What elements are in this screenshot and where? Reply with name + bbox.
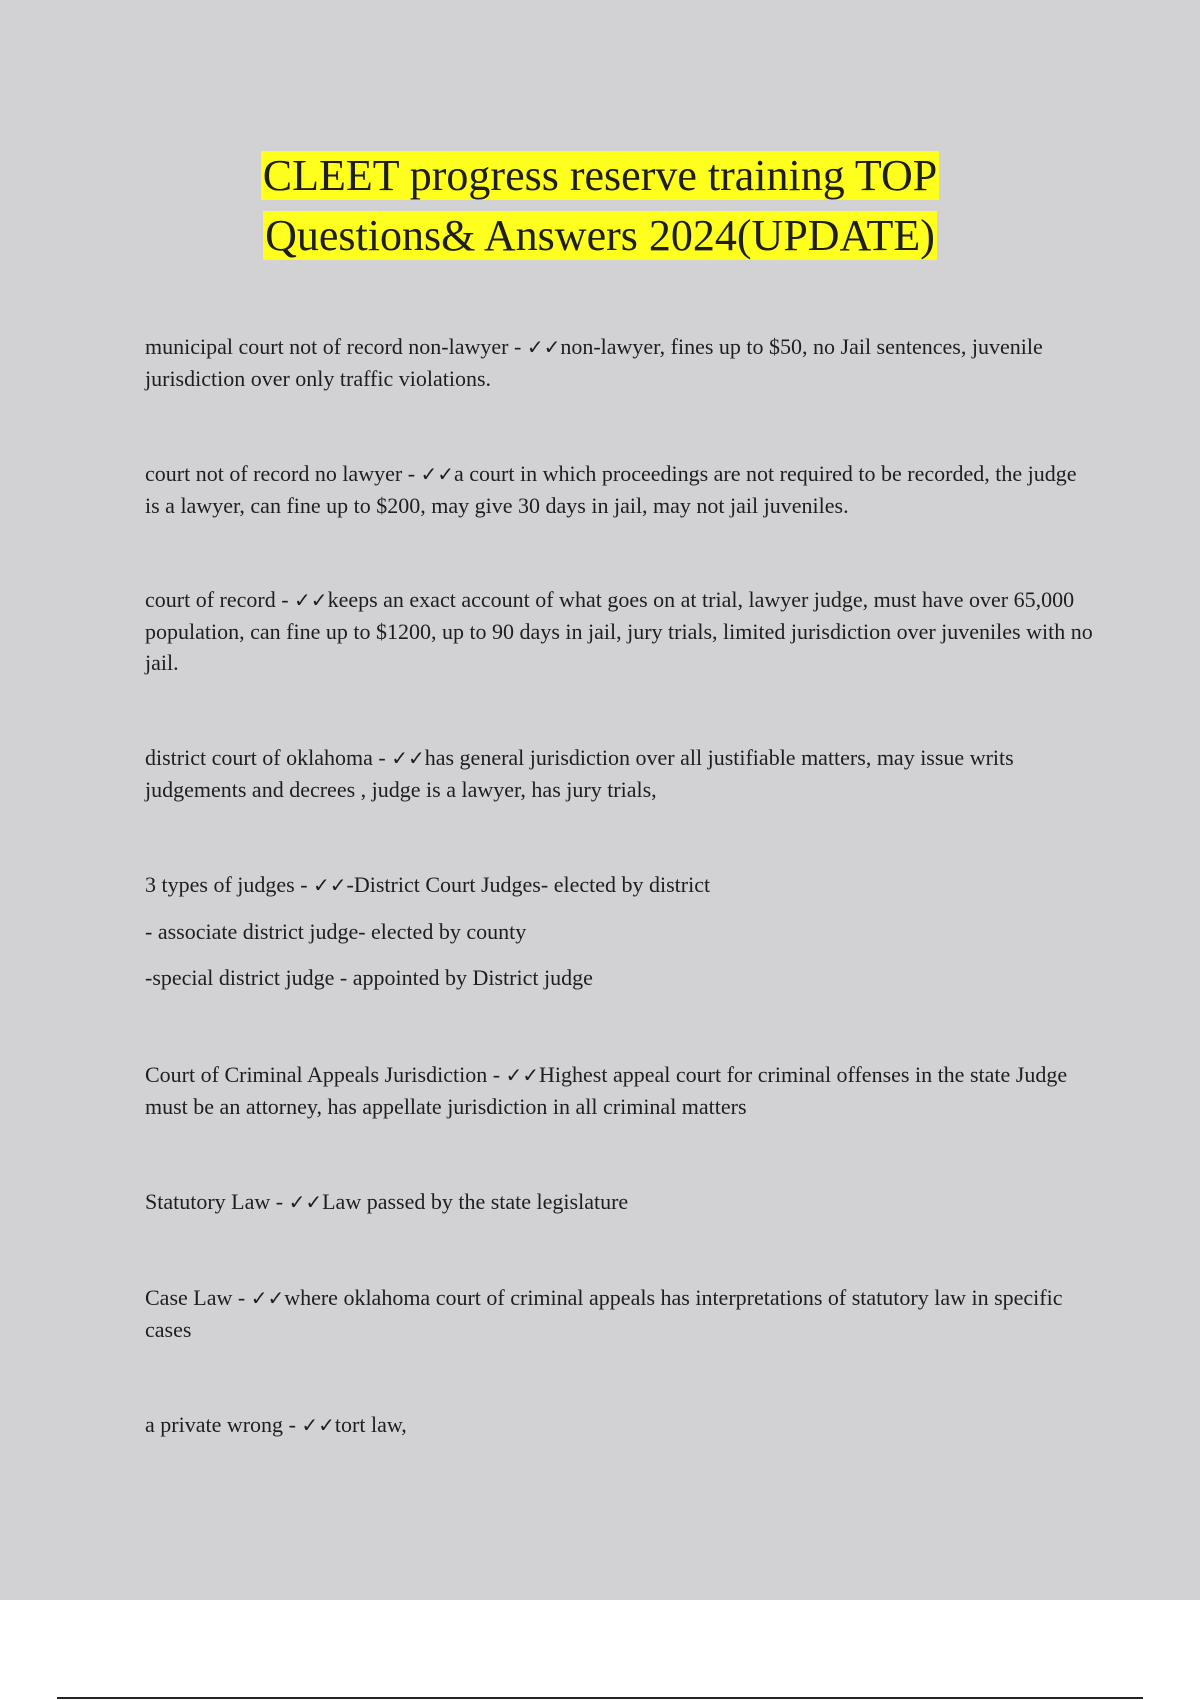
qa-paragraph — [145, 458, 1095, 521]
qa-separator: - — [275, 587, 295, 612]
qa-separator: - — [508, 334, 527, 359]
check-mark-icon: ✓✓ — [301, 1413, 335, 1437]
qa-separator: - — [232, 1285, 251, 1310]
qa-term: 3 types of judges — [145, 872, 295, 897]
qa-answer: where oklahoma court of criminal appeals has interpretations of statutory law in specific cases — [145, 1285, 1063, 1342]
qa-separator: - — [402, 461, 421, 486]
qa-separator: - — [487, 1062, 506, 1087]
qa-answer: Highest appeal court for criminal offenses in the state Judge must be an attorney, has appellate jurisdiction in all criminal matters — [145, 1062, 1068, 1119]
check-mark-icon: ✓✓ — [526, 335, 561, 359]
check-mark-icon: ✓✓ — [420, 462, 455, 486]
check-mark-icon: ✓✓ — [391, 746, 425, 770]
footer-divider — [57, 1697, 1143, 1699]
qa-paragraph — [145, 869, 1095, 901]
qa-entry — [145, 584, 1095, 678]
qa-term: Case Law — [145, 1285, 233, 1310]
qa-answer-line: -special district judge - appointed by District judge — [145, 965, 593, 990]
qa-answer: -District Court Judges- elected by district — [346, 872, 711, 897]
qa-entry — [145, 1059, 1095, 1122]
qa-answer: Law passed by the state legislature — [322, 1189, 629, 1214]
qa-paragraph — [145, 1409, 1095, 1441]
qa-term: district court of oklahoma — [145, 745, 373, 770]
qa-answer: has general jurisdiction over all justifiable matters, may issue writs judgements and decrees , judge is a lawyer, has jury trials, — [145, 745, 1014, 802]
qa-answer-line: - associate district judge- elected by county — [145, 919, 527, 944]
qa-entry — [145, 1282, 1095, 1345]
qa-term: Court of Criminal Appeals Jurisdiction — [145, 1062, 488, 1087]
qa-term: court of record — [145, 587, 276, 612]
check-mark-icon: ✓✓ — [294, 588, 328, 612]
qa-separator: - — [283, 1412, 302, 1437]
title-line-2: Questions& Answers 2024(UPDATE) — [265, 211, 935, 260]
qa-answer: keeps an exact account of what goes on at trial, lawyer judge, must have over 65,000 population, can fine up to $1200, up to 90 days in jail, jury trials, limited jurisdiction over juveniles with no jail. — [145, 587, 1093, 675]
qa-paragraph — [145, 1059, 1095, 1122]
qa-separator: - — [294, 872, 314, 897]
check-mark-icon: ✓✓ — [288, 1190, 323, 1214]
qa-term: municipal court not of record non-lawyer — [145, 334, 509, 359]
check-mark-icon: ✓✓ — [313, 873, 347, 897]
qa-entry — [145, 1186, 1095, 1218]
qa-separator: - — [372, 745, 392, 770]
qa-term: court not of record no lawyer — [145, 461, 403, 486]
qa-paragraph — [145, 331, 1095, 394]
qa-entry — [145, 331, 1095, 394]
qa-answer: tort law, — [334, 1412, 407, 1437]
qa-answer: non-lawyer, fines up to $50, no Jail sentences, juvenile jurisdiction over only traffic violations. — [145, 334, 1043, 391]
qa-entry — [145, 1409, 1095, 1441]
qa-entry — [145, 742, 1095, 805]
qa-term: Statutory Law — [145, 1189, 271, 1214]
qa-separator: - — [270, 1189, 289, 1214]
qa-entry — [145, 869, 1095, 1008]
qa-entry — [145, 458, 1095, 521]
qa-paragraph — [145, 584, 1095, 678]
qa-paragraph — [145, 1282, 1095, 1345]
check-mark-icon: ✓✓ — [505, 1063, 540, 1087]
qa-paragraph — [145, 1186, 1095, 1218]
document-title — [0, 146, 1200, 266]
title-line-1: CLEET progress reserve training TOP — [262, 151, 938, 200]
check-mark-icon: ✓✓ — [250, 1286, 285, 1310]
qa-answer: a court in which proceedings are not required to be recorded, the judge is a lawyer, can fine up to $200, may give 30 days in jail, may not jail juveniles. — [145, 461, 1077, 518]
qa-term: a private wrong — [145, 1412, 284, 1437]
qa-paragraph — [145, 742, 1095, 805]
